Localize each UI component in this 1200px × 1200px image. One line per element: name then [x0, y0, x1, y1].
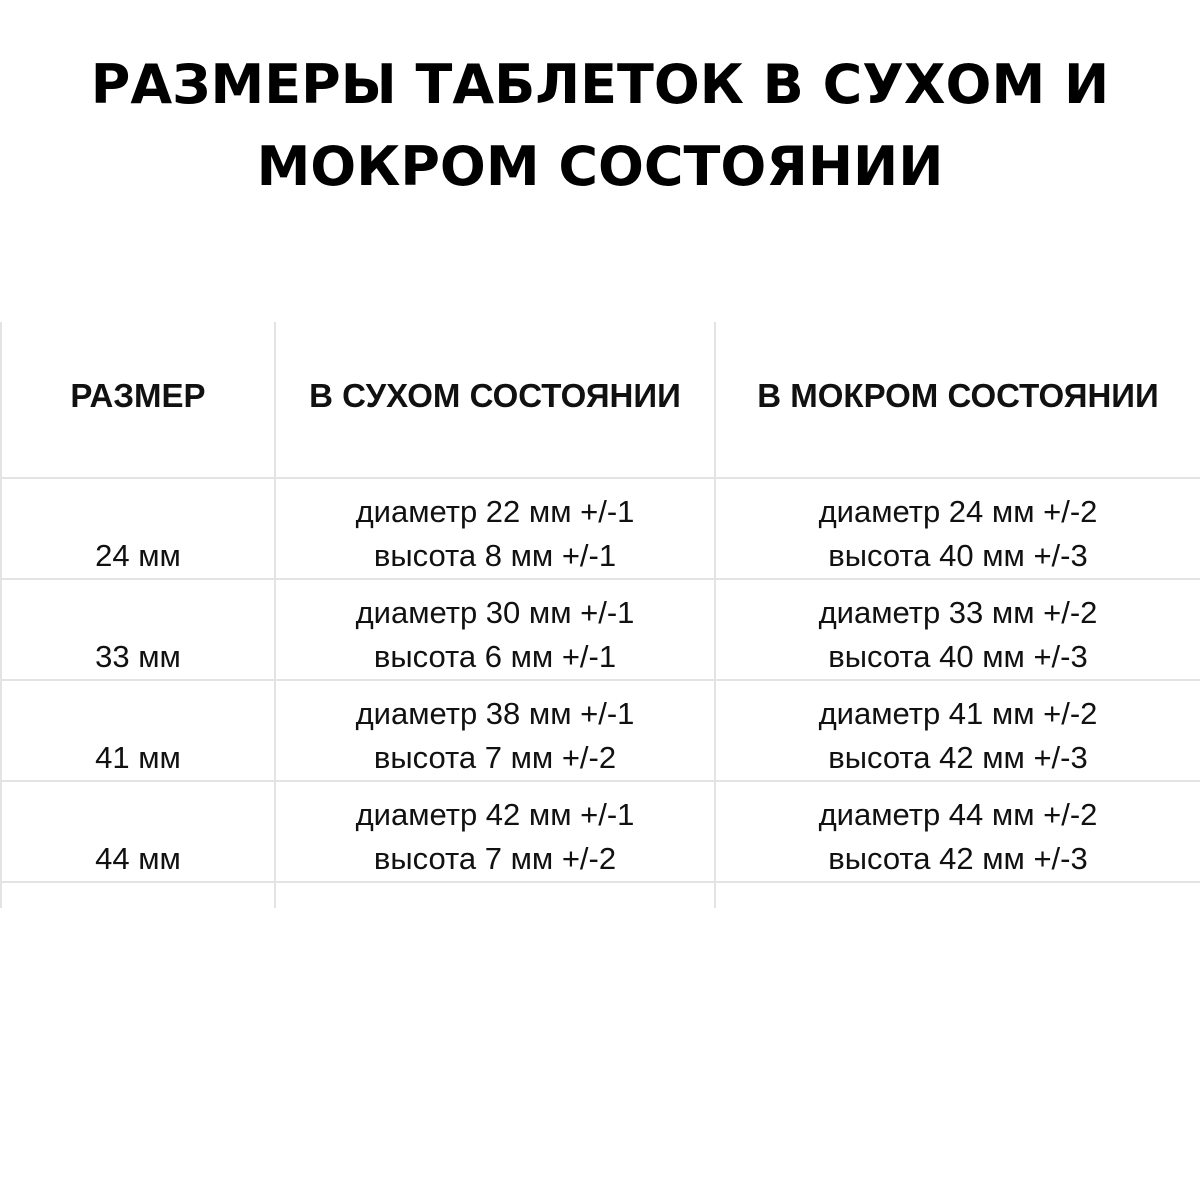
table-row-2-size: 33 мм — [95, 639, 181, 674]
header-dry: В СУХОМ СОСТОЯНИИ — [309, 377, 681, 414]
table-row-1-dry — [276, 490, 714, 578]
header-wet: В МОКРОМ СОСТОЯНИИ — [757, 377, 1159, 414]
table-row-2-wet — [716, 591, 1200, 679]
table-row-3-dry — [276, 692, 714, 780]
dry-height: высота 7 мм +/-2 — [373, 841, 617, 876]
dry-height: высота 7 мм +/-2 — [373, 740, 617, 775]
dry-diameter: диаметр 42 мм +/-1 — [355, 797, 635, 832]
dry-diameter: диаметр 38 мм +/-1 — [355, 696, 635, 731]
dry-height: высота 6 мм +/-1 — [373, 639, 617, 674]
wet-diameter: диаметр 41 мм +/-2 — [818, 696, 1098, 731]
page-title — [0, 44, 1200, 208]
table-row-1-size: 24 мм — [95, 538, 181, 573]
title-line-1: РАЗМЕРЫ ТАБЛЕТОК В СУХОМ И — [90, 53, 1110, 116]
dry-diameter: диаметр 22 мм +/-1 — [355, 494, 635, 529]
title-line-2: МОКРОМ СОСТОЯНИИ — [256, 135, 944, 198]
table-row-2-dry — [276, 591, 714, 679]
table-hline-header — [0, 477, 1200, 479]
table-row-3-wet — [716, 692, 1200, 780]
table-hline-2 — [0, 679, 1200, 681]
table-row-4-wet — [716, 793, 1200, 881]
header-size: РАЗМЕР — [70, 377, 206, 414]
table-row-3-size: 41 мм — [95, 740, 181, 775]
wet-height: высота 42 мм +/-3 — [828, 841, 1088, 876]
wet-diameter: диаметр 24 мм +/-2 — [818, 494, 1098, 529]
table-hline-1 — [0, 578, 1200, 580]
dry-height: высота 8 мм +/-1 — [373, 538, 617, 573]
wet-height: высота 40 мм +/-3 — [828, 639, 1088, 674]
wet-diameter: диаметр 44 мм +/-2 — [818, 797, 1098, 832]
table-row-4-dry — [276, 793, 714, 881]
table-row-1-wet — [716, 490, 1200, 578]
wet-height: высота 42 мм +/-3 — [828, 740, 1088, 775]
table-row-4-size: 44 мм — [95, 841, 181, 876]
dry-diameter: диаметр 30 мм +/-1 — [355, 595, 635, 630]
table-hline-4 — [0, 881, 1200, 883]
wet-diameter: диаметр 33 мм +/-2 — [818, 595, 1098, 630]
wet-height: высота 40 мм +/-3 — [828, 538, 1088, 573]
table-hline-3 — [0, 780, 1200, 782]
